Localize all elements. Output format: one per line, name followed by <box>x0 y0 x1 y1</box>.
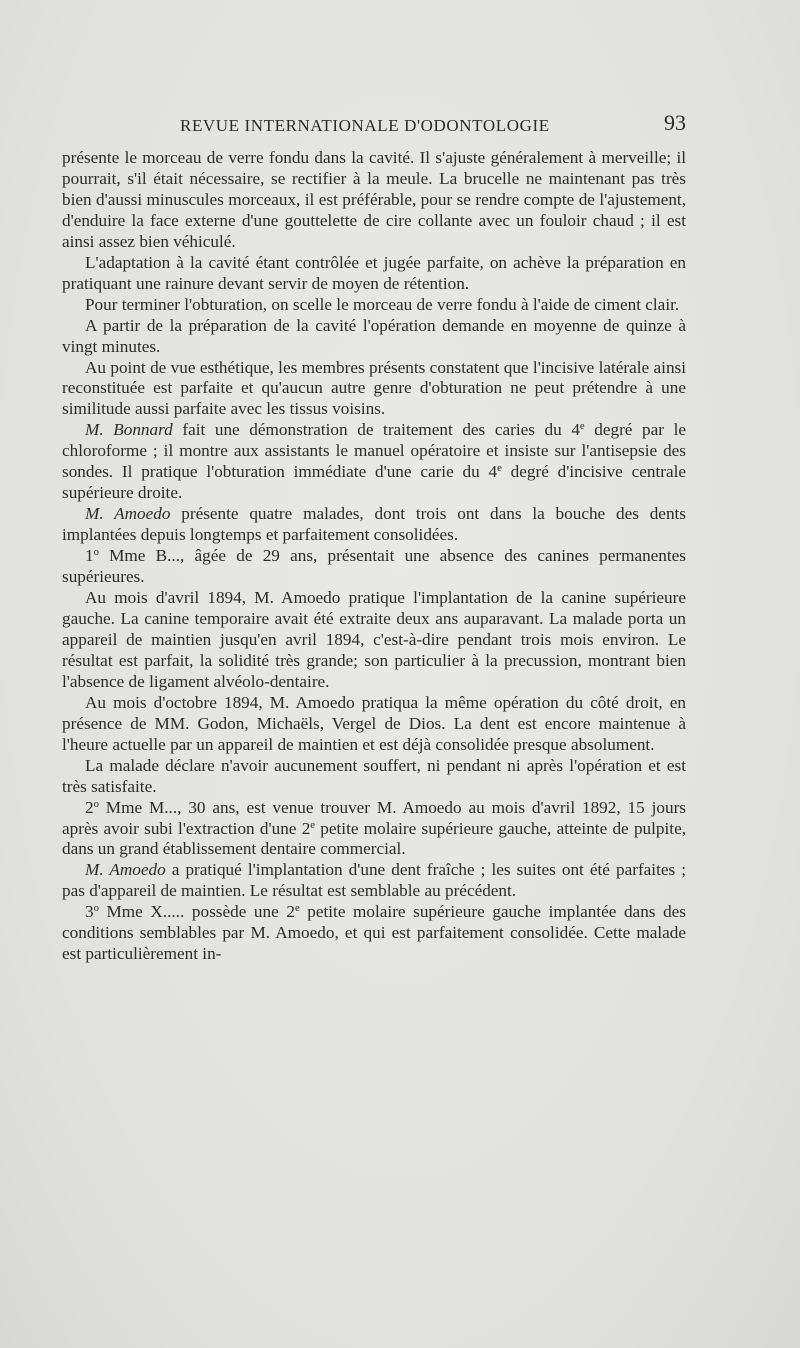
text-run: degré par le chloroforme ; il montre aux assistants le manuel opératoire et insiste sur l'antisepsie des sondes. Il pratique l'obturation immédiate d'une carie du 4 <box>62 420 686 482</box>
text-run: petite molaire supérieure gauche, atteinte de pulpite, dans un grand établissement dentaire commercial. <box>62 818 686 859</box>
page-number: 93 <box>664 110 686 135</box>
ordinal-superscript: o <box>93 547 99 559</box>
ordinal-superscript: e <box>294 903 300 915</box>
ordinal-superscript: e <box>579 421 585 433</box>
paragraph-satisfaite: La malade déclare n'avoir aucunement souffert, ni pendant ni après l'opération et est très satisfaite. <box>62 755 686 796</box>
page-header <box>62 110 686 144</box>
speaker-name: M. Amoedo <box>85 504 171 524</box>
paragraph-cas-2 <box>62 798 686 861</box>
paragraph-adaptation: L'adaptation à la cavité étant contrôlée et jugée parfaite, on achève la préparation en pratiquant une rainure devant servir de moyen de rétention. <box>62 252 686 293</box>
paragraph-cas-3 <box>62 902 686 965</box>
paragraph-verre-fondu: présente le morceau de verre fondu dans la cavité. Il s'ajuste généralement à merveille; il pourrait, s'il était nécessaire, se rectifier à la meule. La brucelle ne maintenant pas très bien d'aussi minuscules morceaux, il est préférable, pour se rendre compte de l'ajustement, d'enduire la face externe d'une gouttelette de cire collante avec un fouloir chaud ; il est ainsi assez bien véhiculé. <box>62 148 686 251</box>
paragraph-amoedo-implantation <box>62 860 686 902</box>
text-run: fait une démonstration de traitement des caries du 4 <box>172 420 580 440</box>
case-number: 3 <box>85 902 94 922</box>
article-body <box>62 148 686 965</box>
text-run: a pratiqué l'implantation d'une dent fraîche ; les suites ont été parfaites ; pas d'appareil de maintien. Le résultat est semblable au précédent. <box>62 860 687 901</box>
text-run: petite molaire supérieure gauche implantée dans des conditions semblables par M. Amoedo, et qui est parfaitement consolidée. Cette malade est particulièrement in- <box>62 902 686 964</box>
paragraph-bonnard <box>62 420 686 504</box>
paragraph-cas-1 <box>62 546 686 588</box>
text-run: Mme X..... possède une 2 <box>98 902 295 922</box>
ordinal-superscript: e <box>497 463 502 475</box>
ordinal-superscript: e <box>310 819 316 831</box>
paragraph-duree: A partir de la préparation de la cavité l'opération demande en moyenne de quinze à vingt minutes. <box>62 315 686 356</box>
ordinal-superscript: o <box>93 798 99 810</box>
paragraph-amoedo-malades <box>62 504 686 546</box>
paragraph-obturation: Pour terminer l'obturation, on scelle le morceau de verre fondu à l'aide de ciment clair. <box>85 294 680 314</box>
speaker-name: M. Amoedo <box>85 860 166 880</box>
case-number: 1 <box>85 546 94 566</box>
paragraph-octobre-1894: Au mois d'octobre 1894, M. Amoedo pratiqua la même opération du côté droit, en présence de MM. Godon, Michaëls, Vergel de Dios. La dent est encore maintenue à l'heure actuelle par un appareil de maintien et est déjà consolidée presque absolument. <box>62 692 686 754</box>
paragraph-avril-1894: Au mois d'avril 1894, M. Amoedo pratique l'implantation de la canine supérieure gauche. La canine temporaire avait été extraite deux ans auparavant. La malade porta un appareil de maintien jusqu'en avril 1894, c'est-à-dire pendant trois mois environ. Le résultat est parfait, la solidité très grande; son particulier à la precussion, montrant bien l'absence de ligament alvéolo-dentaire. <box>62 588 686 691</box>
paragraph-esthetique: Au point de vue esthétique, les membres présents constatent que l'incisive latérale ainsi reconstituée est parfaite et qu'aucun autre genre d'obturation ne peut prétendre à une similitude aussi parfaite avec les tissus voisins. <box>62 357 686 419</box>
ordinal-superscript: o <box>93 903 99 915</box>
text-run: Mme M..., 30 ans, est venue trouver M. Amoedo au mois d'avril 1892, 15 jours après avoir subi l'extraction d'une 2 <box>62 797 686 838</box>
running-title: REVUE INTERNATIONALE D'ODONTOLOGIE <box>180 116 550 135</box>
text-run: présente quatre malades, dont trois ont dans la bouche des dents implantées depuis longtemps et parfaitement consolidées. <box>62 504 686 545</box>
text-run: degré d'incisive centrale supérieure droite. <box>62 462 686 503</box>
text-run: Mme B..., âgée de 29 ans, présentait une absence des canines permanentes supérieures. <box>62 546 686 587</box>
case-number: 2 <box>85 797 94 817</box>
speaker-name: M. Bonnard <box>85 420 173 440</box>
